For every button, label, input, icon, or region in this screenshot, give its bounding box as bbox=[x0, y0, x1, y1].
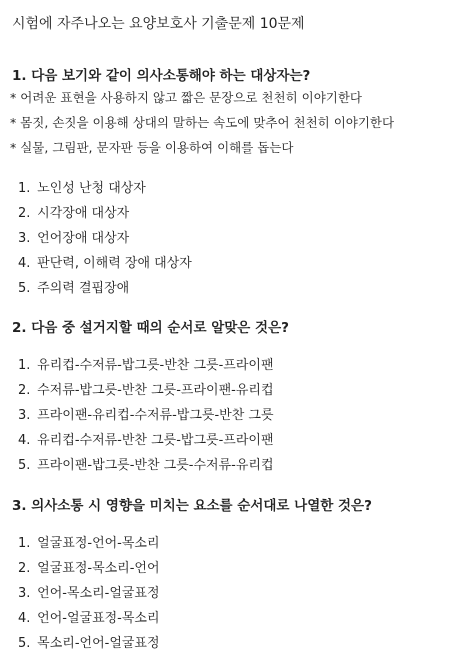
question-2-option-3 bbox=[18, 404, 274, 423]
page-title: 시험에 자주나오는 요양보호사 기출문제 10문제 bbox=[12, 16, 305, 32]
option-text: 시각장애 대상자 bbox=[37, 206, 130, 221]
option-text: 언어장애 대상자 bbox=[37, 231, 130, 246]
question-1-heading: 1. 다음 보기와 같이 의사소통해야 하는 대상자는? bbox=[12, 68, 311, 84]
question-3-option-3 bbox=[18, 582, 160, 601]
question-2-option-5 bbox=[18, 454, 274, 473]
question-3-option-5 bbox=[18, 632, 160, 651]
option-number: 3. bbox=[18, 231, 31, 246]
option-text: 얼굴표정-언어-목소리 bbox=[37, 536, 160, 551]
option-text: 수저류-밥그릇-반찬 그릇-프라이팬-유리컵 bbox=[37, 383, 274, 398]
option-text: 언어-얼굴표정-목소리 bbox=[37, 611, 160, 626]
option-text: 프라이팬-유리컵-수저류-밥그릇-반찬 그릇 bbox=[37, 408, 274, 423]
option-number: 5. bbox=[18, 281, 31, 296]
question-2-heading: 2. 다음 중 설거지할 때의 순서로 알맞은 것은? bbox=[12, 320, 289, 336]
option-text: 프라이팬-밥그릇-반찬 그릇-수저류-유리컵 bbox=[37, 458, 274, 473]
question-3-option-4 bbox=[18, 607, 160, 626]
option-text: 주의력 결핍장애 bbox=[37, 281, 130, 296]
option-number: 1. bbox=[18, 536, 31, 551]
option-number: 4. bbox=[18, 433, 31, 448]
option-text: 얼굴표정-목소리-언어 bbox=[37, 561, 160, 576]
option-text: 유리컵-수저류-반찬 그릇-밥그릇-프라이팬 bbox=[37, 433, 274, 448]
question-1-option-4 bbox=[18, 252, 192, 271]
option-text: 유리컵-수저류-밥그릇-반찬 그릇-프라이팬 bbox=[37, 358, 274, 373]
option-number: 3. bbox=[18, 586, 31, 601]
option-number: 5. bbox=[18, 458, 31, 473]
question-2-option-1 bbox=[18, 354, 274, 373]
option-text: 목소리-언어-얼굴표정 bbox=[37, 636, 160, 651]
question-2-option-4 bbox=[18, 429, 274, 448]
option-number: 5. bbox=[18, 636, 31, 651]
question-1-option-3 bbox=[18, 227, 129, 246]
question-3-option-1 bbox=[18, 532, 160, 551]
option-number: 3. bbox=[18, 408, 31, 423]
option-number: 2. bbox=[18, 206, 31, 221]
question-1-option-2 bbox=[18, 202, 129, 221]
option-number: 2. bbox=[18, 561, 31, 576]
question-1-option-1 bbox=[18, 177, 146, 196]
question-1-note-1: * 어려운 표현을 사용하지 않고 짧은 문장으로 천천히 이야기한다 bbox=[10, 90, 362, 105]
option-number: 1. bbox=[18, 358, 31, 373]
question-1-note-2: * 몸짓, 손짓을 이용해 상대의 말하는 속도에 맞추어 천천히 이야기한다 bbox=[10, 115, 395, 130]
option-number: 4. bbox=[18, 611, 31, 626]
question-2-option-2 bbox=[18, 379, 274, 398]
question-3-heading: 3. 의사소통 시 영향을 미치는 요소를 순서대로 나열한 것은? bbox=[12, 498, 372, 514]
option-number: 4. bbox=[18, 256, 31, 271]
option-number: 2. bbox=[18, 383, 31, 398]
question-1-option-5 bbox=[18, 277, 129, 296]
option-number: 1. bbox=[18, 181, 31, 196]
question-3-option-2 bbox=[18, 557, 160, 576]
option-text: 언어-목소리-얼굴표정 bbox=[37, 586, 160, 601]
question-1-note-3: * 실물, 그림판, 문자판 등을 이용하여 이해를 돕는다 bbox=[10, 140, 294, 155]
option-text: 판단력, 이해력 장애 대상자 bbox=[37, 256, 192, 271]
option-text: 노인성 난청 대상자 bbox=[37, 181, 146, 196]
